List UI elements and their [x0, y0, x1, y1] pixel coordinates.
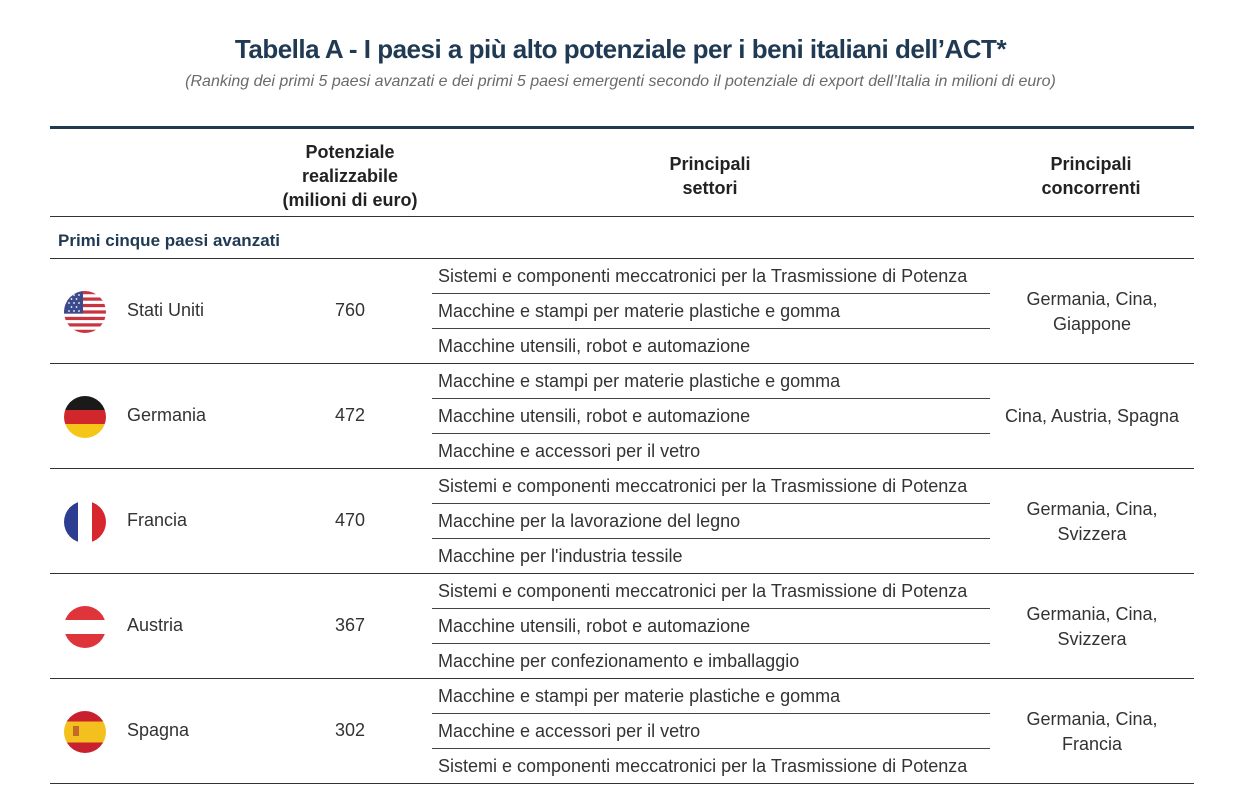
table-row	[50, 469, 1194, 574]
row-divider	[50, 783, 1194, 784]
spain-flag-icon	[64, 711, 106, 753]
potential-value: 302	[334, 720, 366, 740]
sector-divider	[432, 538, 990, 539]
header-settori-line2: settori	[682, 178, 738, 198]
table-row	[50, 259, 1194, 364]
competitors	[990, 469, 1194, 574]
sector-item: Macchine e stampi per materie plastiche e gomma	[438, 686, 841, 706]
competitors	[990, 364, 1194, 469]
france-flag-icon	[64, 501, 106, 543]
sector-item: Macchine e stampi per materie plastiche e gomma	[438, 371, 841, 391]
germany-flag-icon	[64, 396, 106, 438]
header-rule	[50, 216, 1194, 217]
table-row	[50, 679, 1194, 784]
competitors-line: Francia	[1061, 733, 1123, 754]
sector-item: Macchine per la lavorazione del legno	[438, 511, 741, 531]
sector-divider	[432, 398, 990, 399]
competitors-line: Germania, Cina,	[1026, 498, 1158, 519]
table-row	[50, 364, 1194, 469]
competitors-line: Germania, Cina,	[1026, 603, 1158, 624]
potential-value: 367	[334, 615, 366, 635]
header-concorrenti-line1: Principali	[1050, 154, 1132, 174]
table-row	[50, 574, 1194, 679]
sector-item: Macchine e stampi per materie plastiche e gomma	[438, 301, 841, 321]
sector-divider	[432, 608, 990, 609]
competitors-line: Cina, Austria, Spagna	[1004, 406, 1180, 426]
sector-divider	[432, 433, 990, 434]
sector-item: Macchine per l'industria tessile	[438, 546, 683, 566]
sector-divider	[432, 328, 990, 329]
country-name: Austria	[127, 615, 184, 635]
table-top-rule	[50, 126, 1194, 129]
sector-item: Sistemi e componenti meccatronici per la Trasmissione di Potenza	[438, 756, 968, 776]
us-flag-icon	[64, 291, 106, 333]
competitors-line: Germania, Cina,	[1026, 288, 1158, 309]
competitors	[990, 259, 1194, 364]
sector-divider	[432, 503, 990, 504]
competitors-line: Giappone	[1052, 313, 1132, 334]
header-settori-line1: Principali	[669, 154, 751, 174]
page-subtitle: (Ranking dei primi 5 paesi avanzati e dei primi 5 paesi emergenti secondo il potenziale di export dell’Italia in milioni di euro)	[185, 73, 1056, 90]
header-concorrenti	[1011, 152, 1171, 200]
sector-item: Sistemi e componenti meccatronici per la Trasmissione di Potenza	[438, 581, 968, 601]
sector-item: Macchine per confezionamento e imballaggio	[438, 651, 800, 671]
header-potenziale-line3: (milioni di euro)	[282, 190, 418, 210]
sector-item: Macchine utensili, robot e automazione	[438, 406, 751, 426]
country-name: Stati Uniti	[127, 300, 205, 320]
potential-value: 472	[334, 405, 366, 425]
competitors-line: Svizzera	[1057, 628, 1127, 649]
austria-flag-icon	[64, 606, 106, 648]
header-settori	[630, 152, 790, 200]
page-title: Tabella A - I paesi a più alto potenziale per i beni italiani dell’ACT*	[234, 34, 1007, 64]
country-name: Spagna	[127, 720, 190, 740]
competitors-line: Svizzera	[1057, 523, 1127, 544]
competitors-line: Germania, Cina,	[1026, 708, 1158, 729]
header-concorrenti-line2: concorrenti	[1041, 178, 1141, 198]
header-potenziale	[270, 140, 430, 212]
sector-item: Sistemi e componenti meccatronici per la Trasmissione di Potenza	[438, 476, 968, 496]
competitors	[990, 574, 1194, 679]
section-label: Primi cinque paesi avanzati	[58, 231, 281, 250]
sector-divider	[432, 713, 990, 714]
sector-item: Macchine utensili, robot e automazione	[438, 336, 751, 356]
sector-divider	[432, 643, 990, 644]
potential-value: 470	[334, 510, 366, 530]
sector-item: Macchine e accessori per il vetro	[438, 441, 701, 461]
competitors	[990, 679, 1194, 784]
header-potenziale-line2: realizzabile	[301, 166, 399, 186]
sector-divider	[432, 293, 990, 294]
sector-item: Macchine e accessori per il vetro	[438, 721, 701, 741]
country-name: Francia	[127, 510, 188, 530]
potential-value: 760	[334, 300, 366, 320]
sector-item: Macchine utensili, robot e automazione	[438, 616, 751, 636]
sector-item: Sistemi e componenti meccatronici per la Trasmissione di Potenza	[438, 266, 968, 286]
country-name: Germania	[127, 405, 207, 425]
sector-divider	[432, 748, 990, 749]
header-potenziale-line1: Potenziale	[305, 142, 395, 162]
